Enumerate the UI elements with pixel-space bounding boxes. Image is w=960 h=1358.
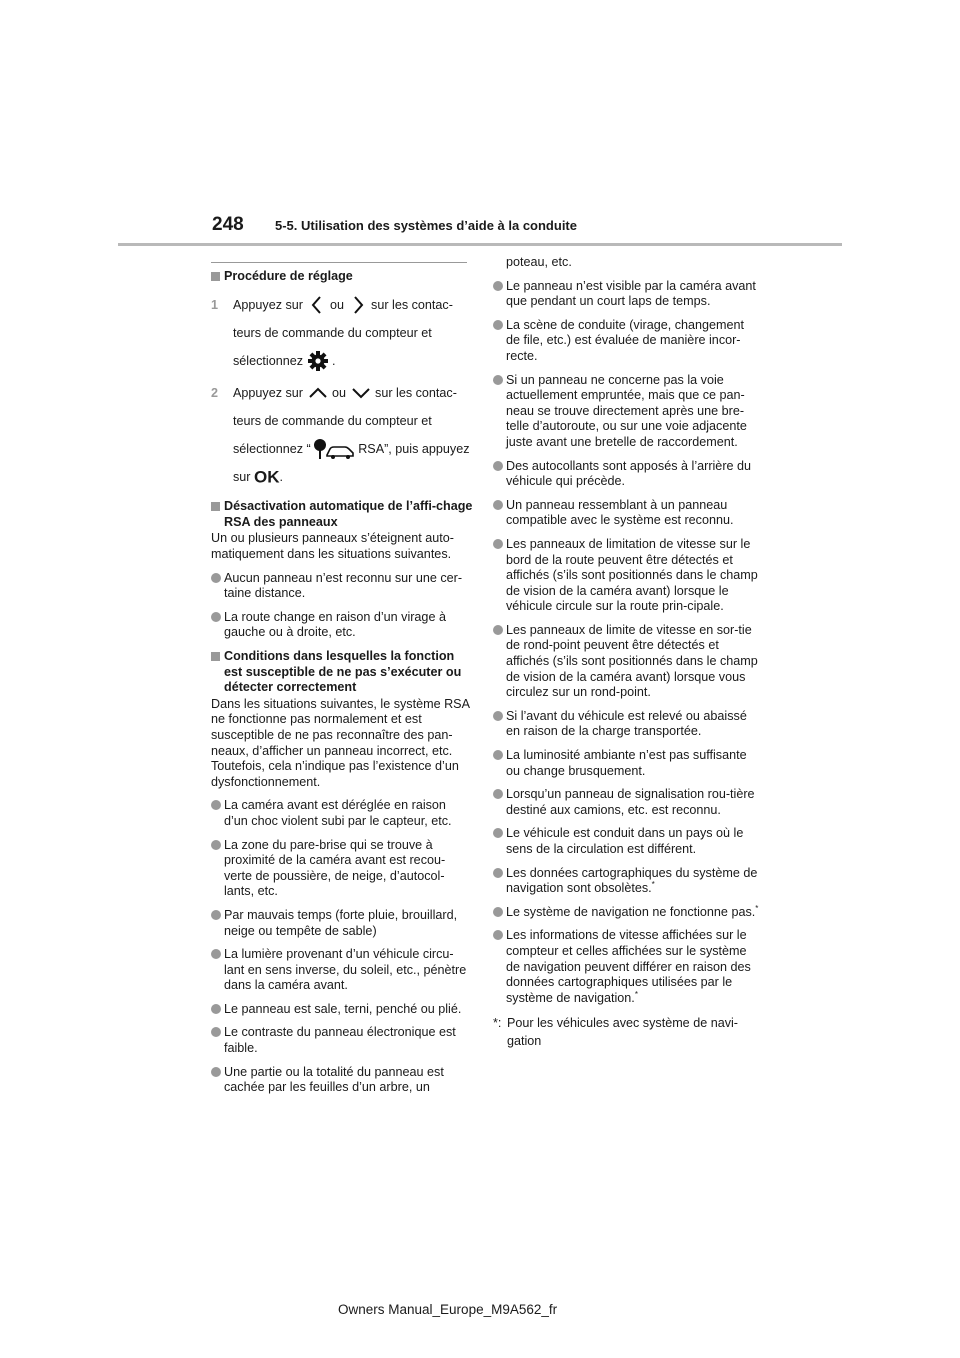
bullet-dot-icon bbox=[493, 907, 503, 917]
bullet-dot-icon bbox=[493, 625, 503, 635]
list-item: Les données cartographiques du système de navigation sont obsolètes.* bbox=[493, 866, 759, 897]
step-1 bbox=[211, 291, 473, 375]
step-1-text-e: . bbox=[332, 353, 336, 368]
step-1-text-a: Appuyez sur bbox=[233, 297, 304, 312]
step-2-text-g: . bbox=[279, 469, 283, 484]
bullet-dot-icon bbox=[211, 1067, 221, 1077]
list-item: La scène de conduite (virage, changement de file, etc.) est évaluée de manière incor-recte. bbox=[493, 318, 759, 365]
step-1-text-b: sur les contac- bbox=[371, 297, 453, 312]
chevron-down-icon bbox=[350, 385, 372, 401]
bullet-dot-icon bbox=[211, 612, 221, 622]
bullet-dot-icon bbox=[493, 750, 503, 760]
bullet-dot-icon bbox=[493, 375, 503, 385]
footnote-text: Pour les véhicules avec système de navi-gation bbox=[507, 1016, 738, 1049]
auto-deactivation-intro: Un ou plusieurs panneaux s’éteignent auto-matiquement dans les situations suivantes. bbox=[211, 531, 454, 562]
bullet-dot-icon bbox=[493, 500, 503, 510]
gear-icon bbox=[307, 350, 329, 372]
footnote-ref: * bbox=[651, 880, 655, 889]
list-item: Les panneaux de limitation de vitesse sur le bord de la route peuvent être détectés et affichés (s’ils sont positionnés dans le champ de vision de la caméra avant) lorsque le véhicule circule sur la route prin-cipale. bbox=[493, 537, 759, 615]
list-item: Des autocollants sont apposés à l’arrière du véhicule qui précède. bbox=[493, 459, 759, 490]
bullet-dot-icon bbox=[211, 573, 221, 583]
bullet-dot-icon bbox=[211, 800, 221, 810]
step-2-text-e: RSA”, puis appuyez bbox=[358, 441, 470, 456]
bullet-dot-icon bbox=[493, 281, 503, 291]
step-2-number: 2 bbox=[211, 385, 219, 400]
step-2-or: ou bbox=[332, 385, 347, 400]
list-item: La luminosité ambiante n’est pas suffisante ou change brusquement. bbox=[493, 748, 759, 779]
list-item: Le système de navigation ne fonctionne pas.* bbox=[493, 905, 759, 921]
continuation-text: poteau, etc. bbox=[506, 255, 572, 269]
subsection-rule bbox=[211, 262, 467, 263]
list-item: La caméra avant est déréglée en raison d’un choc violent subi par le capteur, etc. bbox=[211, 798, 473, 829]
conditions-heading: Conditions dans lesquelles la fonction est susceptible de ne pas s’exécuter ou détecter correctement bbox=[211, 649, 473, 696]
list-item: Le panneau n’est visible par la caméra avant que pendant un court laps de temps. bbox=[493, 279, 759, 310]
page-number: 248 bbox=[212, 214, 244, 235]
footnote-ref: * bbox=[755, 903, 759, 913]
header-rule bbox=[118, 243, 842, 246]
list-item: Si l’avant du véhicule est relevé ou abaissé en raison de la charge transportée. bbox=[493, 709, 759, 740]
ok-button-symbol: OK bbox=[254, 467, 280, 487]
list-item: La lumière provenant d’un véhicule circu-lant en sens inverse, du soleil, etc., pénètre dans la caméra avant. bbox=[211, 947, 473, 994]
bullet-dot-icon bbox=[493, 320, 503, 330]
list-item: Par mauvais temps (forte pluie, brouillard, neige ou tempête de sable) bbox=[211, 908, 473, 939]
list-item: Le contraste du panneau électronique est faible. bbox=[211, 1025, 473, 1056]
conditions-intro: Dans les situations suivantes, le système RSA ne fonctionne pas normalement et est susceptible de ne pas reconnaître des pan-neaux, d’afficher un panneau incorrect, etc. Toutefois, cela n’indique pas l’existence d’un dysfonctionnement. bbox=[211, 696, 470, 789]
step-2-text-a: Appuyez sur bbox=[233, 385, 304, 400]
procedure-heading: Procédure de réglage bbox=[211, 269, 473, 285]
left-column bbox=[211, 262, 473, 1104]
right-column bbox=[493, 255, 759, 1050]
footer-text: Owners Manual_Europe_M9A562_fr bbox=[338, 1302, 558, 1317]
step-2-text-b: sur les contac- bbox=[375, 385, 457, 400]
list-item: Les informations de vitesse affichées sur le compteur et celles affichées sur le système de navigation peuvent différer en raison des données cartographiques utilisées par le système de navigation.* bbox=[493, 928, 759, 1006]
step-1-text-d: sélectionnez bbox=[233, 353, 304, 368]
bullet-dot-icon bbox=[211, 1004, 221, 1014]
list-item: La zone du pare-brise qui se trouve à proximité de la caméra avant est recou-verte de poussière, de neige, d’autocol-lants, etc. bbox=[211, 838, 473, 900]
footnote bbox=[493, 1014, 759, 1050]
footnote-ref: * bbox=[634, 989, 638, 999]
list-item: Le véhicule est conduit dans un pays où le sens de la circulation est différent. bbox=[493, 826, 759, 857]
bullet-dot-icon bbox=[493, 539, 503, 549]
bullet-dot-icon bbox=[211, 910, 221, 920]
road-sign-car-icon bbox=[311, 438, 355, 460]
chevron-right-icon bbox=[348, 294, 368, 316]
list-item: Un panneau ressemblant à un panneau compatible avec le système est reconnu. bbox=[493, 498, 759, 529]
footnote-mark: *: bbox=[493, 1016, 502, 1031]
step-1-text-c: teurs de commande du compteur et bbox=[233, 325, 432, 340]
step-2-text-d: sélectionnez “ bbox=[233, 441, 311, 456]
bullet-dot-icon bbox=[493, 461, 503, 471]
chevron-up-icon bbox=[307, 385, 329, 401]
bullet-dot-icon bbox=[493, 930, 503, 940]
section-title: 5-5. Utilisation des systèmes d’aide à la conduite bbox=[275, 218, 577, 233]
bullet-dot-icon bbox=[493, 868, 503, 878]
list-item: Les panneaux de limite de vitesse en sor-tie de rond-point peuvent être détectés et affichés (s’ils sont positionnés dans le champ de vision de la caméra avant) lorsque vous circulez sur un rond-point. bbox=[493, 623, 759, 701]
bullet-dot-icon bbox=[211, 840, 221, 850]
chevron-left-icon bbox=[307, 294, 327, 316]
list-item: Aucun panneau n’est reconnu sur une cer-taine distance. bbox=[211, 571, 473, 602]
list-item: Une partie ou la totalité du panneau est cachée par les feuilles d’un arbre, un bbox=[211, 1065, 473, 1096]
step-2-text-f: sur bbox=[233, 469, 251, 484]
bullet-dot-icon bbox=[493, 789, 503, 799]
list-item: Si un panneau ne concerne pas la voie actuellement empruntée, mais que ce pan-neau se trouve directement après une bre-telle d’autoroute, ou sur une voie adjacente juste avant une bretelle de raccordement. bbox=[493, 373, 759, 451]
step-1-or: ou bbox=[330, 297, 345, 312]
bullet-dot-icon bbox=[211, 949, 221, 959]
list-item: La route change en raison d’un virage à gauche ou à droite, etc. bbox=[211, 610, 473, 641]
list-item: Le panneau est sale, terni, penché ou plié. bbox=[211, 1002, 473, 1018]
step-1-number: 1 bbox=[211, 297, 219, 312]
bullet-dot-icon bbox=[493, 828, 503, 838]
step-2-text-c: teurs de commande du compteur et bbox=[233, 413, 432, 428]
auto-deactivation-heading: Désactivation automatique de l’affi-chage RSA des panneaux bbox=[211, 499, 473, 530]
step-2 bbox=[211, 379, 473, 492]
bullet-dot-icon bbox=[211, 1027, 221, 1037]
list-item: Lorsqu’un panneau de signalisation rou-tière destiné aux camions, etc. est reconnu. bbox=[493, 787, 759, 818]
bullet-dot-icon bbox=[493, 711, 503, 721]
